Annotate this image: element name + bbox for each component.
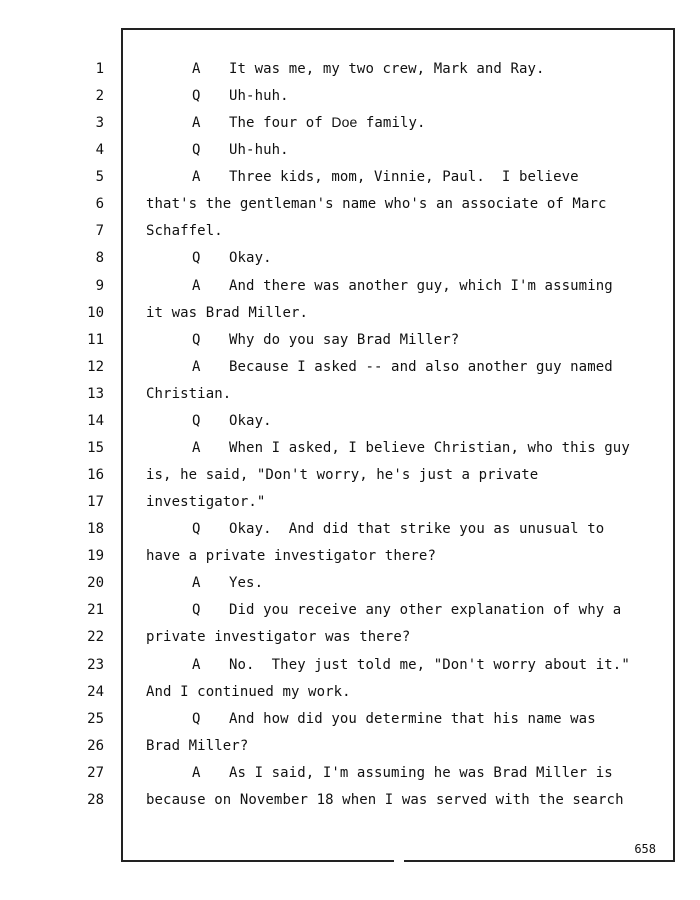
answer-marker: A bbox=[192, 278, 201, 294]
transcript-line-text: Okay. And did that strike you as unusual to bbox=[229, 521, 605, 537]
transcript-line-text: Yes. bbox=[229, 575, 264, 591]
transcript-line-text: And how did you determine that his name was bbox=[229, 711, 596, 727]
transcript-line-text: have a private investigator there? bbox=[146, 548, 436, 564]
line-number: 24 bbox=[87, 684, 104, 700]
line-number: 9 bbox=[95, 278, 104, 294]
transcript-line-text: that's the gentleman's name who's an associate of Marc bbox=[146, 196, 607, 212]
line-number: 16 bbox=[87, 467, 104, 483]
line-number: 23 bbox=[87, 657, 104, 673]
transcript-line-text: Christian. bbox=[146, 386, 232, 402]
page-number: 658 bbox=[634, 842, 656, 856]
answer-marker: A bbox=[192, 115, 201, 131]
answer-marker: A bbox=[192, 657, 201, 673]
answer-marker: A bbox=[192, 169, 201, 185]
line-number: 19 bbox=[87, 548, 104, 564]
transcript-line-text: Uh-huh. bbox=[229, 88, 289, 104]
answer-marker: A bbox=[192, 61, 201, 77]
answer-marker: A bbox=[192, 765, 201, 781]
question-marker: Q bbox=[192, 521, 201, 537]
transcript-line-text: it was Brad Miller. bbox=[146, 305, 309, 321]
transcript-line-text: Why do you say Brad Miller? bbox=[229, 332, 460, 348]
line-number: 26 bbox=[87, 738, 104, 754]
question-marker: Q bbox=[192, 142, 201, 158]
line-text-pre: The four of bbox=[229, 115, 332, 131]
line-number: 17 bbox=[87, 494, 104, 510]
line-number: 4 bbox=[95, 142, 104, 158]
line-number: 1 bbox=[95, 61, 104, 77]
line-number: 10 bbox=[87, 305, 104, 321]
line-number: 7 bbox=[95, 223, 104, 239]
question-marker: Q bbox=[192, 602, 201, 618]
transcript-line-text: It was me, my two crew, Mark and Ray. bbox=[229, 61, 545, 77]
transcript-line-text: Three kids, mom, Vinnie, Paul. I believe bbox=[229, 169, 579, 185]
line-number: 25 bbox=[87, 711, 104, 727]
question-marker: Q bbox=[192, 413, 201, 429]
transcript-line-text: Did you receive any other explanation of why a bbox=[229, 602, 622, 618]
transcript-line-text: And I continued my work. bbox=[146, 684, 351, 700]
transcript-line-text: Brad Miller? bbox=[146, 738, 249, 754]
redacted-name: Doe bbox=[331, 114, 358, 130]
page-bottom-rule-right bbox=[404, 860, 675, 862]
question-marker: Q bbox=[192, 332, 201, 348]
line-number: 28 bbox=[87, 792, 104, 808]
transcript-line-text: Because I asked -- and also another guy named bbox=[229, 359, 613, 375]
transcript-line-text: because on November 18 when I was served with the search bbox=[146, 792, 624, 808]
answer-marker: A bbox=[192, 575, 201, 591]
question-marker: Q bbox=[192, 250, 201, 266]
line-number: 8 bbox=[95, 250, 104, 266]
line-number: 12 bbox=[87, 359, 104, 375]
transcript-line-text: Okay. bbox=[229, 413, 272, 429]
question-marker: Q bbox=[192, 88, 201, 104]
line-number: 6 bbox=[95, 196, 104, 212]
transcript-line-text: And there was another guy, which I'm assuming bbox=[229, 278, 613, 294]
transcript-line-text: When I asked, I believe Christian, who this guy bbox=[229, 440, 630, 456]
line-number: 3 bbox=[95, 115, 104, 131]
answer-marker: A bbox=[192, 440, 201, 456]
line-number: 11 bbox=[87, 332, 104, 348]
answer-marker: A bbox=[192, 359, 201, 375]
transcript-line-text: As I said, I'm assuming he was Brad Miller is bbox=[229, 765, 613, 781]
page-bottom-rule-left bbox=[121, 860, 394, 862]
transcript-line-text: Uh-huh. bbox=[229, 142, 289, 158]
line-number: 20 bbox=[87, 575, 104, 591]
line-number: 5 bbox=[95, 169, 104, 185]
line-number: 15 bbox=[87, 440, 104, 456]
transcript-line-text: is, he said, "Don't worry, he's just a private bbox=[146, 467, 539, 483]
transcript-line-text: Okay. bbox=[229, 250, 272, 266]
question-marker: Q bbox=[192, 711, 201, 727]
line-number: 2 bbox=[95, 88, 104, 104]
line-number: 13 bbox=[87, 386, 104, 402]
line-number: 21 bbox=[87, 602, 104, 618]
transcript-line-text: investigator." bbox=[146, 494, 266, 510]
line-number: 18 bbox=[87, 521, 104, 537]
line-number: 27 bbox=[87, 765, 104, 781]
transcript-line-text: Schaffel. bbox=[146, 223, 223, 239]
line-number: 14 bbox=[87, 413, 104, 429]
line-number: 22 bbox=[87, 629, 104, 645]
transcript-line-text: private investigator was there? bbox=[146, 629, 411, 645]
line-text-post: family. bbox=[357, 115, 426, 131]
transcript-line-text: No. They just told me, "Don't worry about it." bbox=[229, 657, 630, 673]
transcript-line-text bbox=[229, 114, 426, 131]
